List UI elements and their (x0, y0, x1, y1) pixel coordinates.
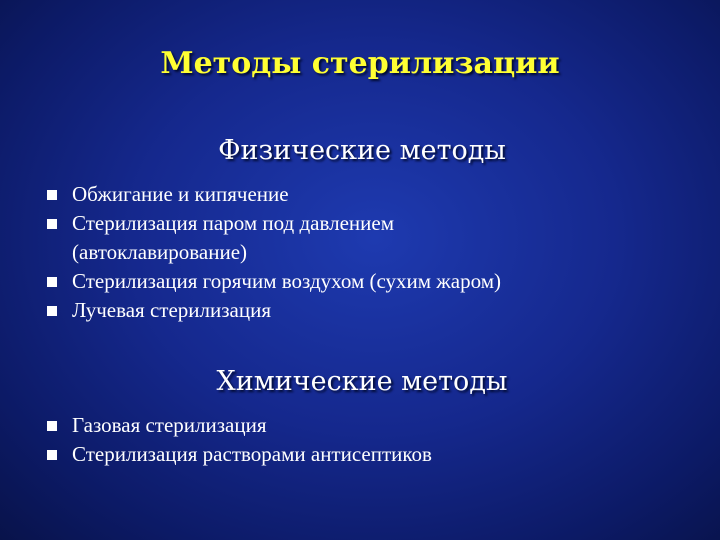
square-bullet-icon (47, 219, 57, 229)
list-item (0, 180, 720, 209)
square-bullet-icon (47, 421, 57, 431)
list-item-text: Стерилизация горячим воздухом (сухим жаром) (72, 269, 502, 293)
list-item (0, 209, 720, 267)
slide-title: Методы стерилизации (160, 46, 560, 81)
list-item-text: Стерилизация паром под давлением (автоклавирование) (72, 211, 394, 264)
list-item (0, 296, 720, 325)
list-item (0, 267, 720, 296)
bullet-list-chemical (0, 411, 720, 469)
bullet-list-physical (0, 180, 720, 325)
square-bullet-icon (47, 450, 57, 460)
square-bullet-icon (47, 190, 57, 200)
list-item (0, 440, 720, 469)
square-bullet-icon (47, 306, 57, 316)
list-item-text: Обжигание и кипячение (72, 182, 289, 206)
list-item-text: Лучевая стерилизация (72, 298, 271, 322)
list-item (0, 411, 720, 440)
section-heading-physical: Физические методы (218, 135, 506, 166)
list-item-text: Газовая стерилизация (72, 413, 267, 437)
section-heading-chemical: Химические методы (216, 366, 508, 397)
list-item-text: Стерилизация растворами антисептиков (72, 442, 432, 466)
square-bullet-icon (47, 277, 57, 287)
